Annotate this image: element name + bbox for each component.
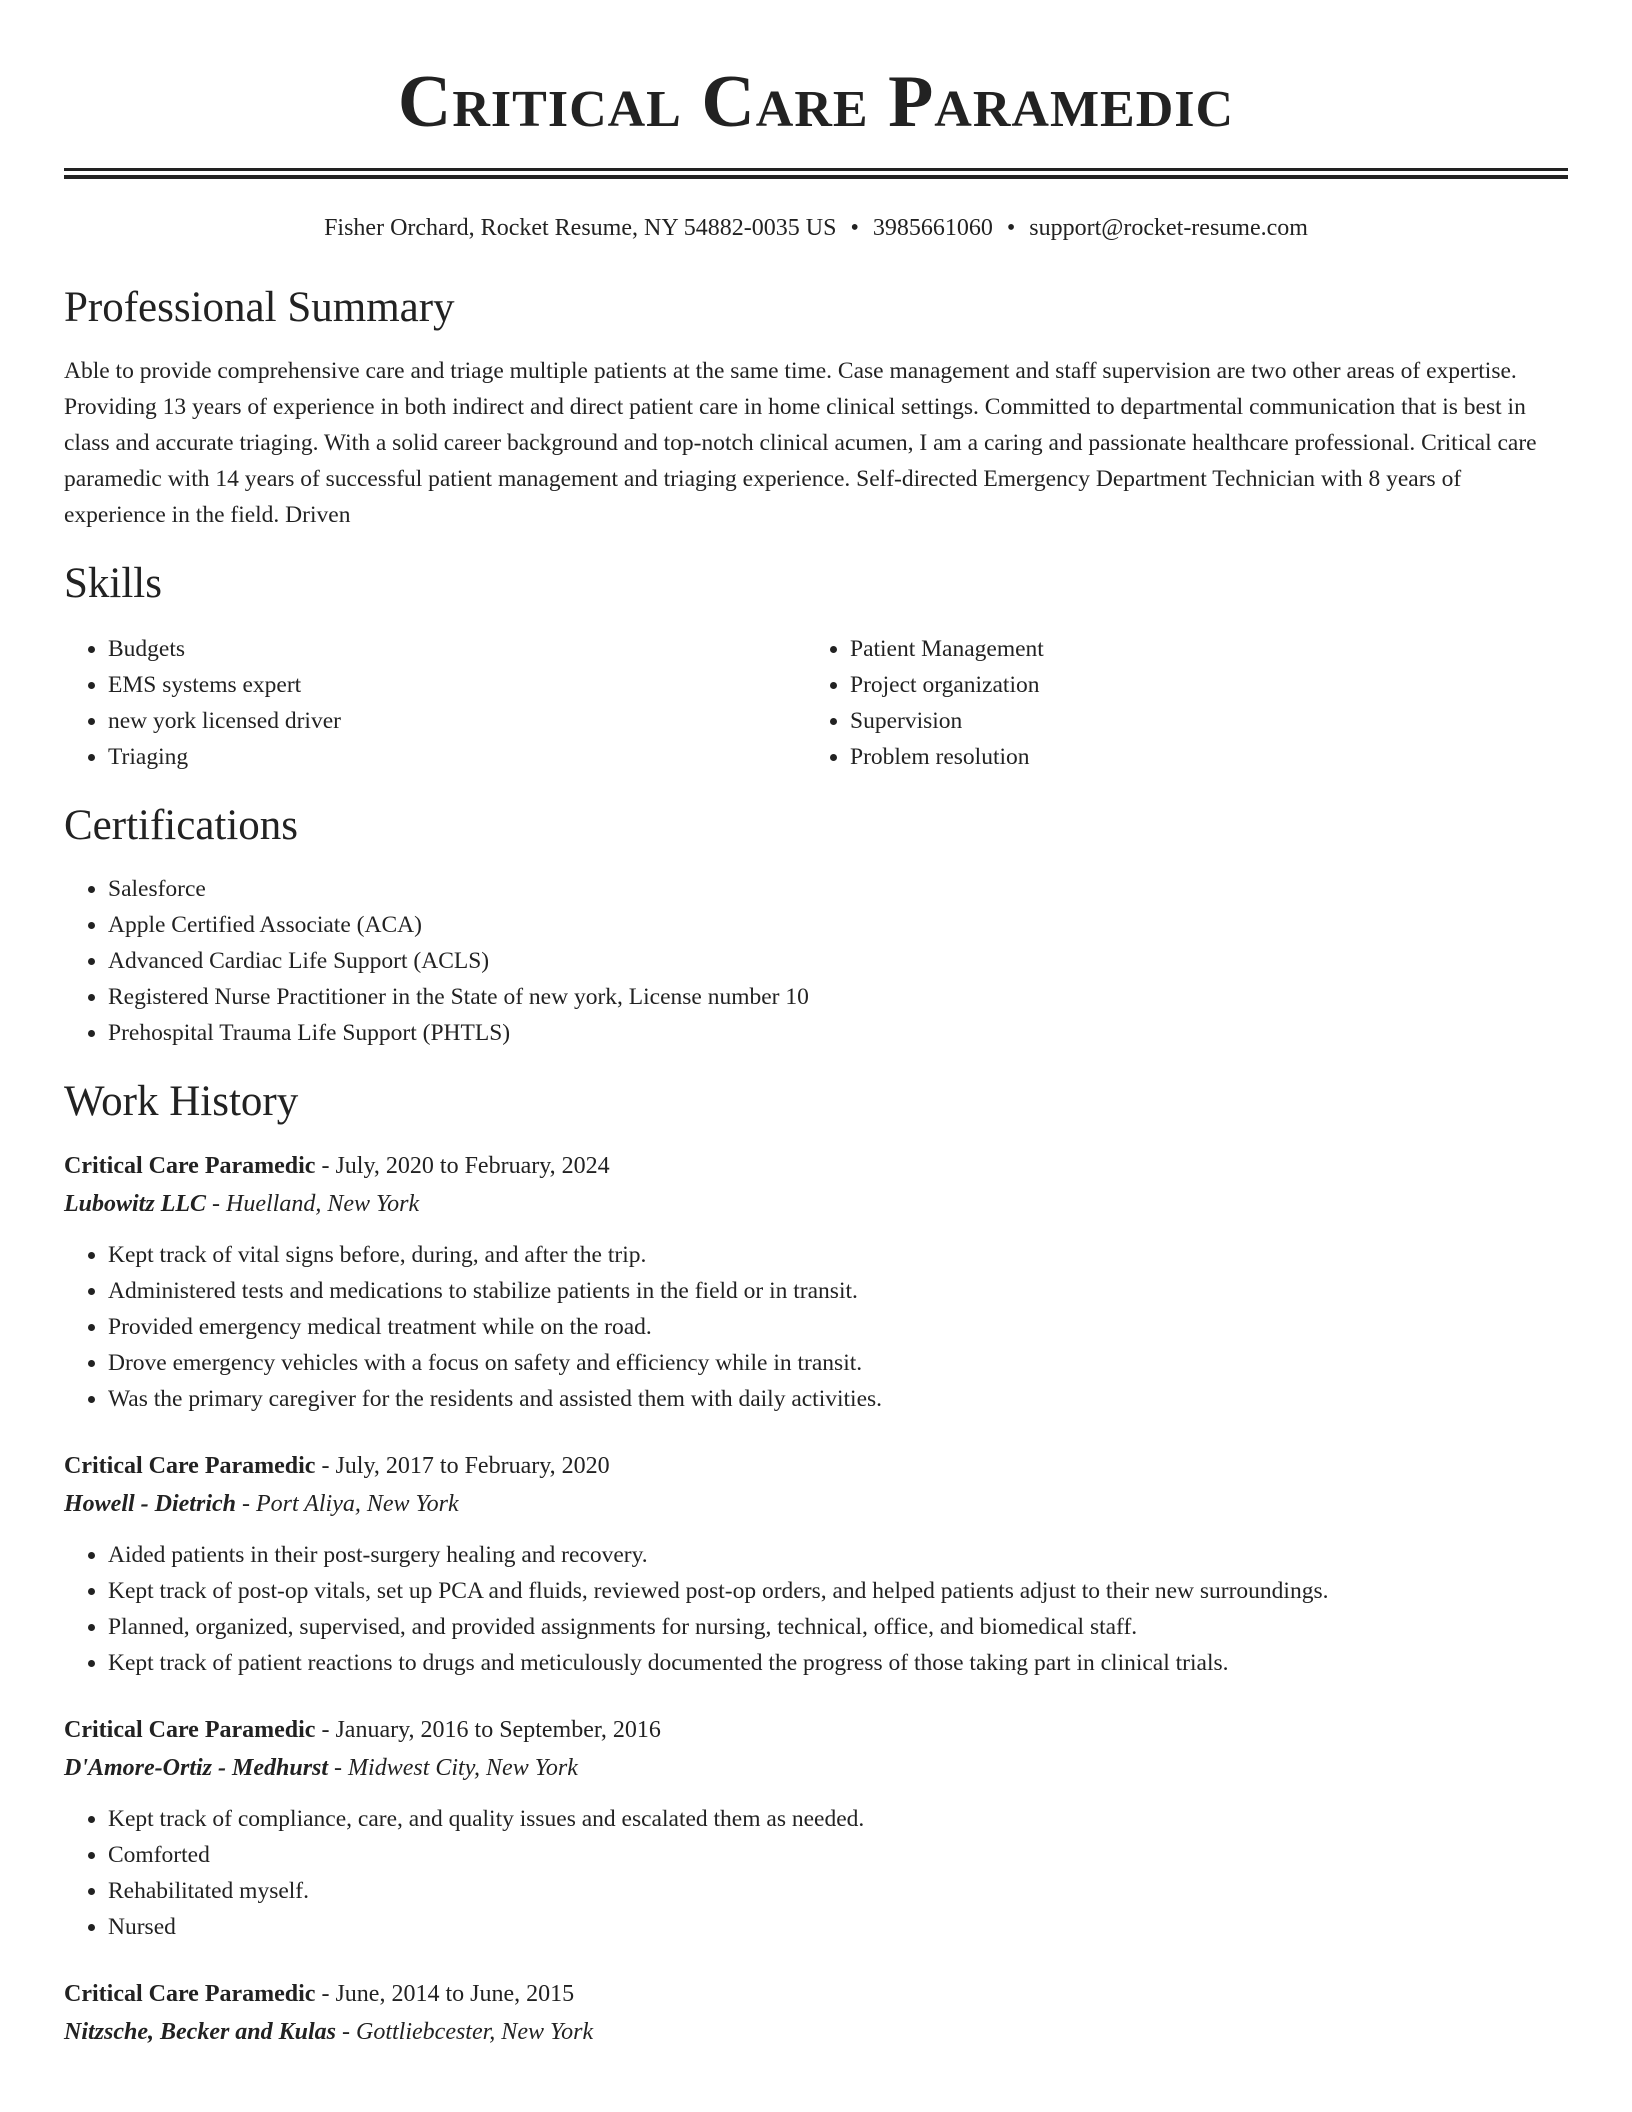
- job-entry: [64, 1711, 1568, 1945]
- job-role: Critical Care Paramedic: [64, 1453, 316, 1479]
- certifications-list: [64, 871, 1568, 1051]
- work-history-heading: Work History: [64, 1078, 299, 1125]
- job-location: - Gottliebcester, New York: [336, 2019, 594, 2045]
- job-location: - Port Aliya, New York: [235, 1491, 459, 1517]
- job-dates: - June, 2014 to June, 2015: [315, 1981, 575, 2007]
- contact-email: support@rocket-resume.com: [1029, 215, 1308, 241]
- skill-item: • Supervision: [850, 703, 1548, 739]
- title-divider: [64, 168, 1568, 179]
- job-company: Lubowitz LLC: [64, 1191, 207, 1217]
- skill-item: • Problem resolution: [850, 739, 1548, 775]
- job-duty: • Nursed: [108, 1909, 1568, 1945]
- job-entry: [64, 1975, 1568, 2051]
- contact-line: [64, 213, 1568, 243]
- certification-item: • Registered Nurse Practitioner in the State of new york, License number 10: [108, 979, 1568, 1015]
- job-company: Howell - Dietrich: [64, 1491, 236, 1517]
- resume-title: Critical Care Paramedic: [397, 61, 1235, 143]
- skills-grid: [64, 631, 1568, 775]
- job-duty: • Administered tests and medications to stabilize patients in the field or in transit.: [108, 1273, 1568, 1309]
- job-duty: • Kept track of compliance, care, and quality issues and escalated them as needed.: [108, 1801, 1568, 1837]
- skill-item: • Patient Management: [850, 631, 1548, 667]
- job-company: Nitzsche, Becker and Kulas: [64, 2019, 337, 2045]
- certification-item: • Advanced Cardiac Life Support (ACLS): [108, 943, 1568, 979]
- job-duty: • Provided emergency medical treatment while on the road.: [108, 1309, 1568, 1345]
- job-role: Critical Care Paramedic: [64, 1153, 316, 1179]
- job-duty: • Kept track of vital signs before, during, and after the trip.: [108, 1237, 1568, 1273]
- job-title-line: [64, 1975, 1568, 2013]
- job-role: Critical Care Paramedic: [64, 1717, 316, 1743]
- skills-column-left: [64, 631, 806, 775]
- certification-item: • Salesforce: [108, 871, 1568, 907]
- job-entry: [64, 1447, 1568, 1681]
- contact-separator: •: [1006, 215, 1016, 241]
- skill-item: • Project organization: [850, 667, 1548, 703]
- skill-item: • new york licensed driver: [108, 703, 806, 739]
- job-duty: • Planned, organized, supervised, and provided assignments for nursing, technical, office, and biomedical staff.: [108, 1609, 1568, 1645]
- skills-column-right: [806, 631, 1548, 775]
- job-duty: • Comforted: [108, 1837, 1568, 1873]
- job-duties-list: [64, 1537, 1568, 1681]
- summary-heading: Professional Summary: [64, 284, 455, 331]
- job-title-line: [64, 1711, 1568, 1749]
- job-company: D'Amore-Ortiz - Medhurst: [64, 1755, 329, 1781]
- skill-item: • Triaging: [108, 739, 806, 775]
- certifications-heading: Certifications: [64, 802, 299, 849]
- certification-item: • Apple Certified Associate (ACA): [108, 907, 1568, 943]
- job-duty: • Kept track of post-op vitals, set up PCA and fluids, reviewed post-op orders, and helped patients adjust to their new surroundings.: [108, 1573, 1568, 1609]
- job-company-line: [64, 2013, 1568, 2051]
- job-location: - Huelland, New York: [206, 1191, 420, 1217]
- job-dates: - July, 2017 to February, 2020: [315, 1453, 610, 1479]
- job-location: - Midwest City, New York: [328, 1755, 578, 1781]
- job-duties-list: [64, 1237, 1568, 1417]
- job-title-line: [64, 1147, 1568, 1185]
- job-duties-list: [64, 1801, 1568, 1945]
- job-role: Critical Care Paramedic: [64, 1981, 316, 2007]
- skill-item: • Budgets: [108, 631, 806, 667]
- job-duty: • Aided patients in their post-surgery healing and recovery.: [108, 1537, 1568, 1573]
- skills-heading: Skills: [64, 560, 162, 607]
- skills-list-left: [64, 631, 806, 775]
- job-duty: • Was the primary caregiver for the residents and assisted them with daily activities.: [108, 1381, 1568, 1417]
- job-company-line: [64, 1185, 1568, 1223]
- contact-address: Fisher Orchard, Rocket Resume, NY 54882-0035 US: [324, 215, 837, 241]
- job-company-line: [64, 1485, 1568, 1523]
- certification-item: • Prehospital Trauma Life Support (PHTLS): [108, 1015, 1568, 1051]
- contact-phone: 3985661060: [872, 215, 993, 241]
- job-duty: • Drove emergency vehicles with a focus on safety and efficiency while in transit.: [108, 1345, 1568, 1381]
- contact-separator: •: [850, 215, 859, 241]
- skill-item: • EMS systems expert: [108, 667, 806, 703]
- job-dates: - July, 2020 to February, 2024: [315, 1153, 610, 1179]
- job-title-line: [64, 1447, 1568, 1485]
- job-company-line: [64, 1749, 1568, 1787]
- job-entry: [64, 1147, 1568, 1417]
- summary-text: Able to provide comprehensive care and triage multiple patients at the same time. Case management and staff supervision are two other areas of expertise. Providing 13 years of experience in both indirect and direct patient care in home clinical settings. Committed to departmental communication that is best in class and accurate triaging. With a solid career background and top-notch clinical acumen, I am a caring and passionate healthcare professional. Critical care paramedic with 14 years of successful patient management and triaging experience. Self-directed Emergency Department Technician with 8 years of experience in the field. Driven: [64, 358, 1537, 528]
- skills-list-right: [806, 631, 1548, 775]
- job-duty: • Rehabilitated myself.: [108, 1873, 1568, 1909]
- job-duty: • Kept track of patient reactions to drugs and meticulously documented the progress of those taking part in clinical trials.: [108, 1645, 1568, 1681]
- job-dates: - January, 2016 to September, 2016: [315, 1717, 661, 1743]
